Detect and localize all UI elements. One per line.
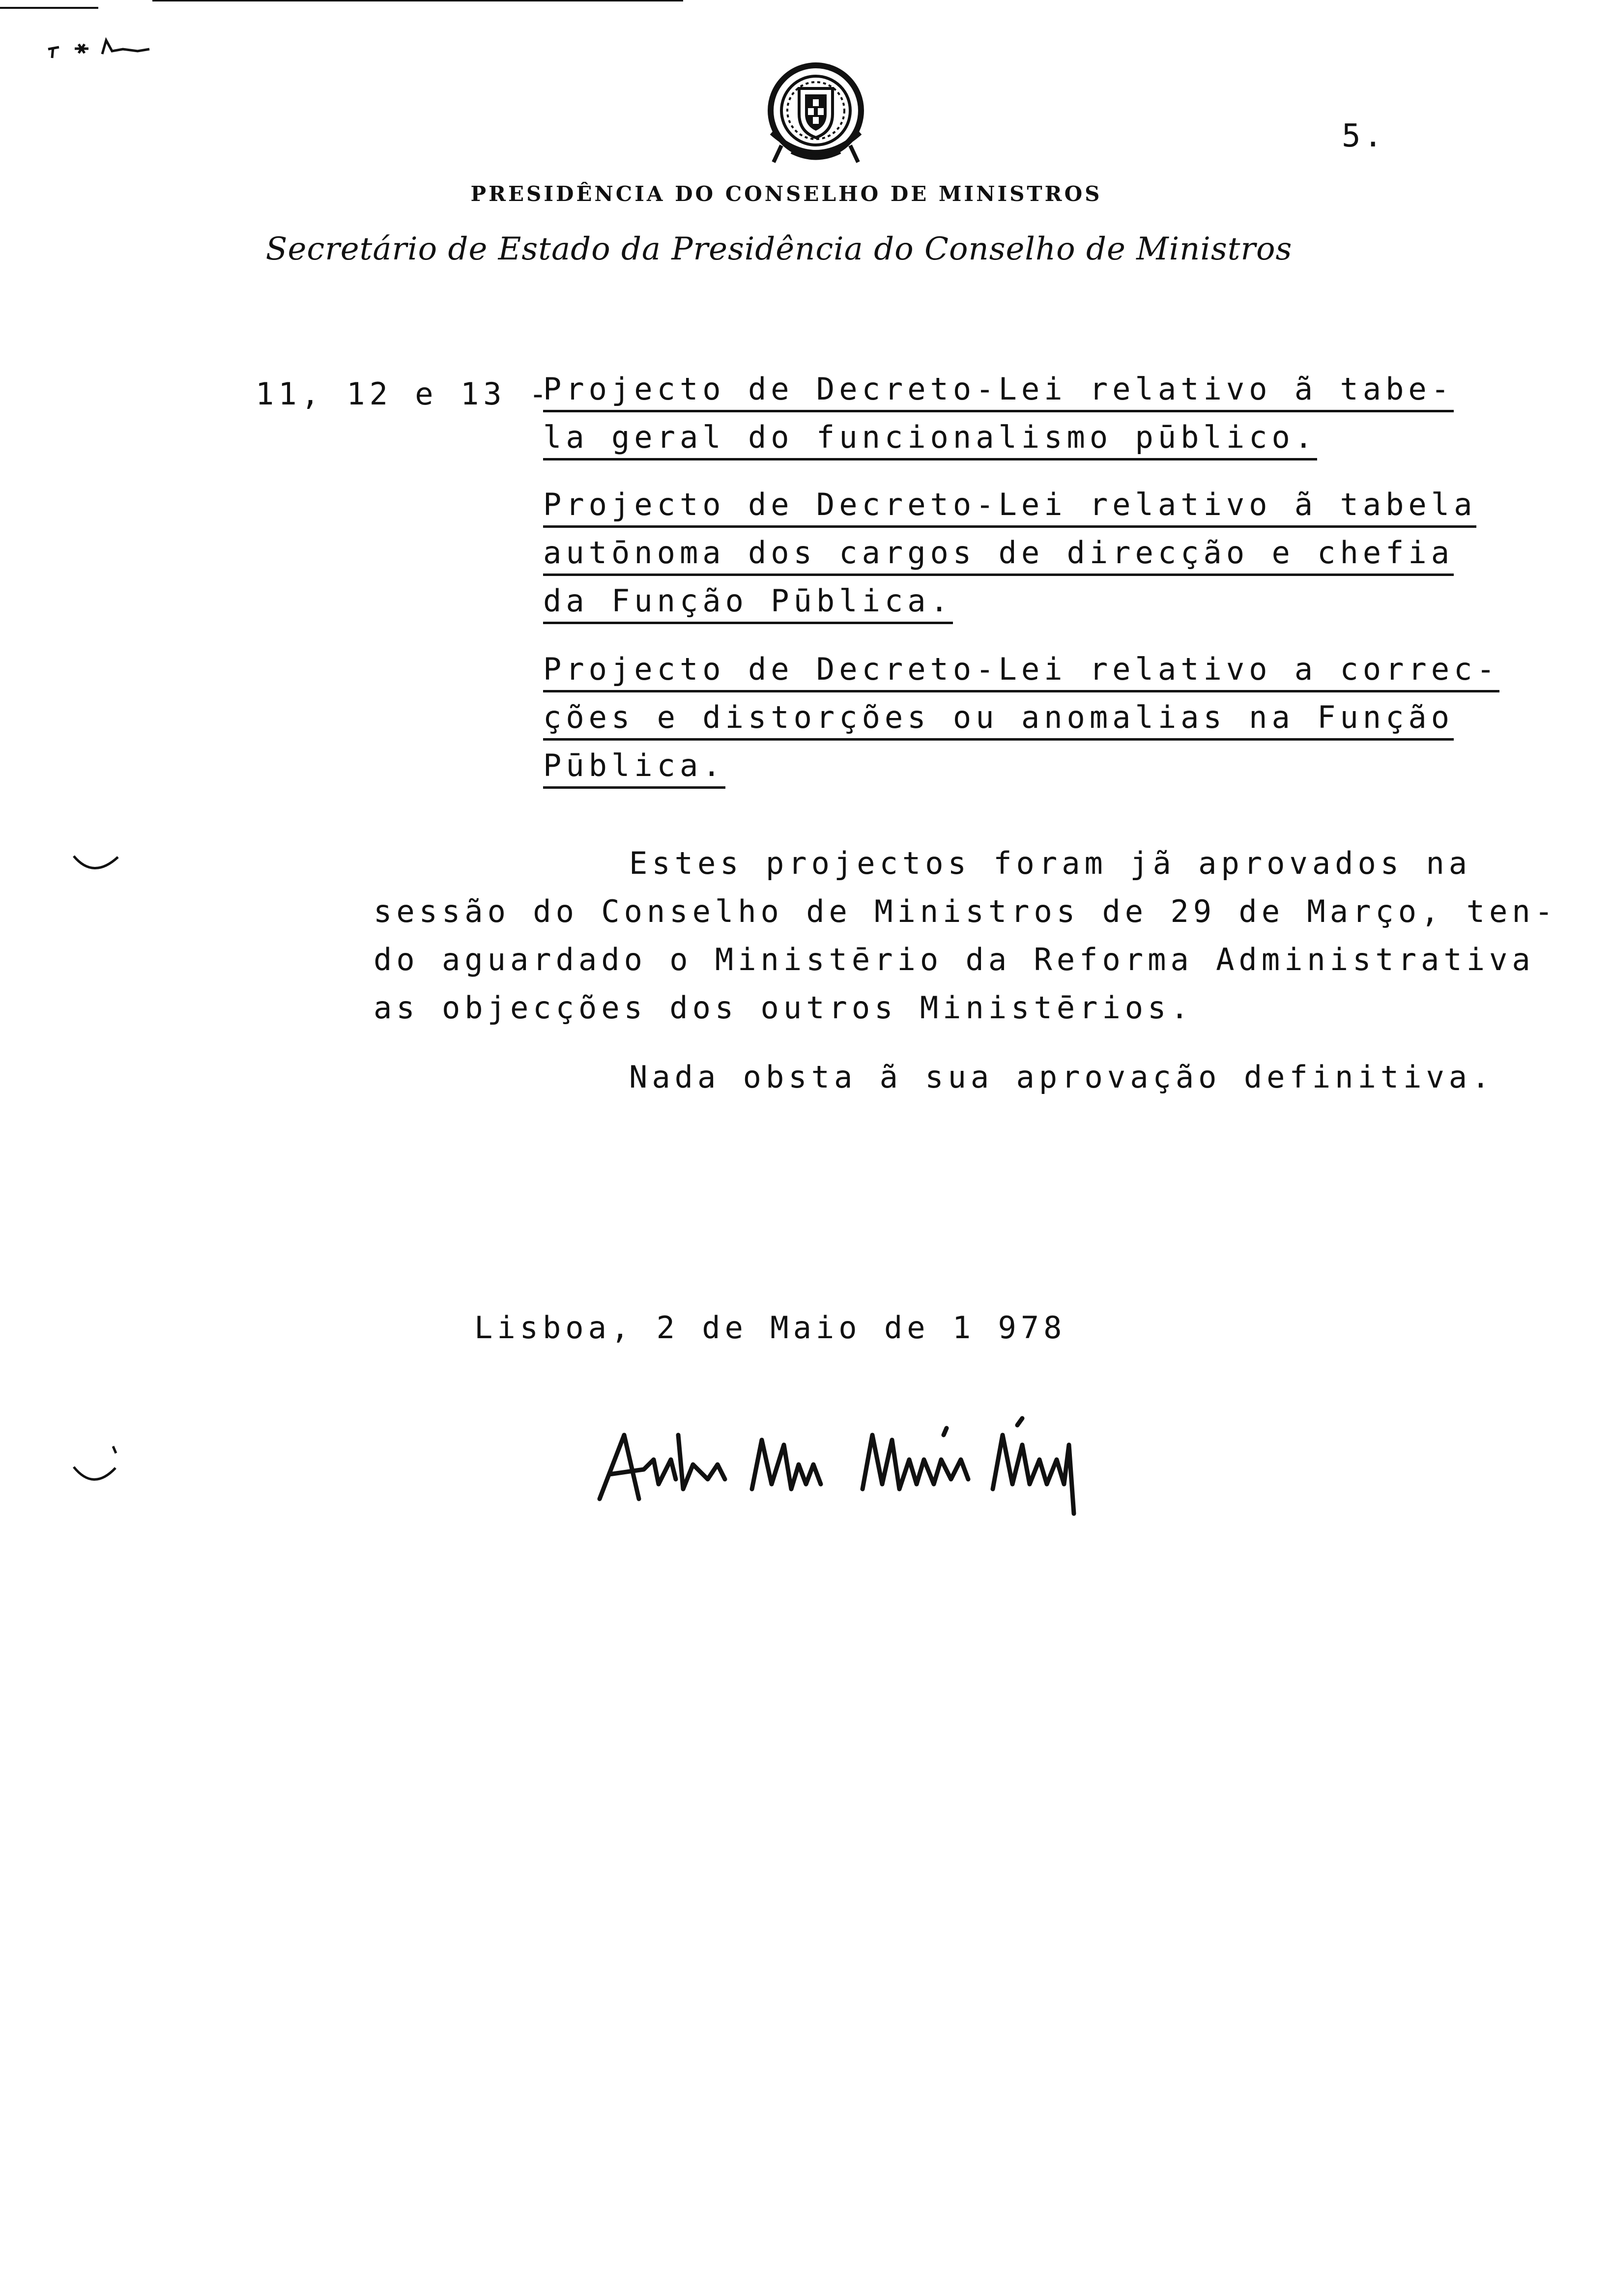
agenda-item-3-line-2: ções e distorções ou anomalias na Função <box>543 699 1499 747</box>
agenda-item-2-line-3: da Função Pūblica. <box>543 583 1476 631</box>
agenda-item-1 <box>543 371 1454 467</box>
binding-hole-mark-upper <box>69 850 123 880</box>
agenda-item-2-line-1: Projecto de Decreto-Lei relativo ã tabela <box>543 487 1476 535</box>
agenda-item-1-line-1: Projecto de Decreto-Lei relativo ã tabe- <box>543 371 1454 419</box>
approval-paragraph-line-2: sessão do Conselho de Ministros de 29 de Março, ten- <box>374 893 1558 929</box>
binding-hole-mark-lower <box>69 1442 123 1492</box>
agenda-item-2-line-2: autōnoma dos cargos de direcção e chefia <box>543 535 1476 583</box>
coat-of-arms-emblem <box>762 59 870 172</box>
approval-paragraph-line-4: as objecções dos outros Ministērios. <box>374 990 1193 1026</box>
approval-paragraph-line-1: Estes projectos foram jã aprovados na <box>629 845 1472 881</box>
agenda-item-reference: 11, 12 e 13 - <box>256 376 552 412</box>
approval-paragraph <box>374 845 1557 1038</box>
agenda-item-2 <box>543 487 1476 631</box>
agenda-item-3-line-1: Projecto de Decreto-Lei relativo a correc- <box>543 651 1499 699</box>
top-rule-long <box>152 0 683 1</box>
marginalia-scribble <box>44 34 157 64</box>
conclusion-paragraph <box>374 1059 1494 1107</box>
agenda-item-3 <box>543 651 1499 796</box>
page-number: 5. <box>1342 118 1386 154</box>
agenda-item-1-line-2: la geral do funcionalismo pūblico. <box>543 419 1454 467</box>
approval-paragraph-line-3: do aguardado o Ministērio da Reforma Administrativa <box>374 942 1535 977</box>
institution-heading: PRESIDÊNCIA DO CONSELHO DE MINISTROS <box>470 182 1102 206</box>
handwritten-signature <box>590 1406 1278 1533</box>
agenda-item-3-line-3: Pūblica. <box>543 747 1499 796</box>
office-heading: Secretário de Estado da Presidência do Conselho de Ministros <box>265 231 1293 267</box>
conclusion-line: Nada obsta ã sua aprovação definitiva. <box>629 1059 1495 1095</box>
place-and-date: Lisboa, 2 de Maio de 1 978 <box>474 1310 1066 1346</box>
top-rule-short <box>0 7 98 9</box>
